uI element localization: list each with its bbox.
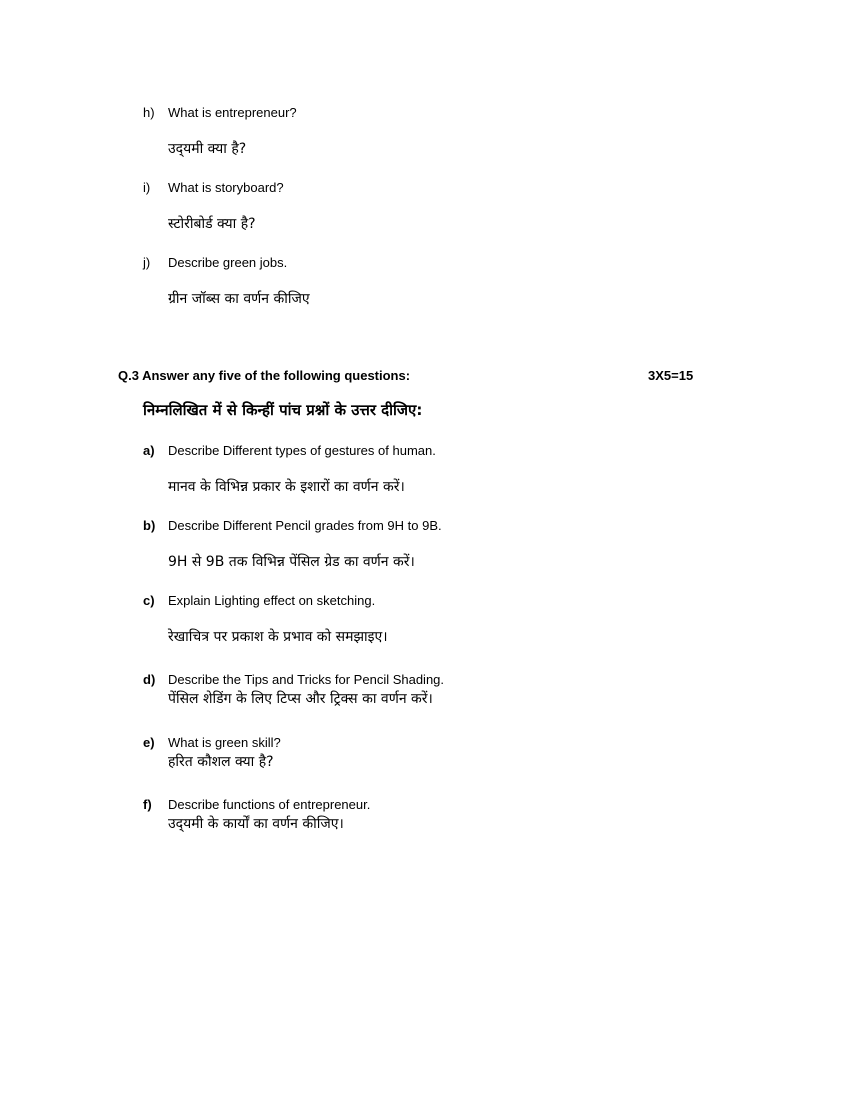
q3-item-d-label: d) <box>143 672 156 687</box>
q3-item-f-english: Describe functions of entrepreneur. <box>168 797 371 812</box>
item-h-english: What is entrepreneur? <box>168 105 297 120</box>
q3-item-a-label: a) <box>143 443 155 458</box>
q3-item-e-label: e) <box>143 735 155 750</box>
q3-item-e-hindi: हरित कौशल क्या है? <box>168 754 274 770</box>
item-i-hindi: स्टोरीबोर्ड क्या है? <box>168 216 256 232</box>
q3-item-f-label: f) <box>143 797 152 812</box>
item-h-label: h) <box>143 105 155 120</box>
item-j-english: Describe green jobs. <box>168 255 288 270</box>
q3-item-c-hindi: रेखाचित्र पर प्रकाश के प्रभाव को समझाइए। <box>168 629 388 645</box>
q3-item-e-english: What is green skill? <box>168 735 281 750</box>
q3-item-b-label: b) <box>143 518 156 533</box>
item-j-label: j) <box>143 255 151 270</box>
item-i-label: i) <box>143 180 151 195</box>
item-i-english: What is storyboard? <box>168 180 284 195</box>
q3-item-c-english: Explain Lighting effect on sketching. <box>168 593 376 608</box>
q3-item-b-english: Describe Different Pencil grades from 9H to 9B. <box>168 518 442 533</box>
q3-hindi-instruction: निम्नलिखित में से किन्हीं पांच प्रश्नों के उत्तर दीजिए: <box>143 401 423 419</box>
q3-title: Q.3 Answer any five of the following questions: <box>118 368 411 383</box>
q3-item-b-hindi: 9H से 9B तक विभिन्न पेंसिल ग्रेड का वर्णन करें। <box>168 554 415 570</box>
q3-item-c-label: c) <box>143 593 155 608</box>
item-j-hindi: ग्रीन जॉब्स का वर्णन कीजिए <box>168 291 310 307</box>
q3-item-a-hindi: मानव के विभिन्न प्रकार के इशारों का वर्णन करें। <box>168 479 405 495</box>
item-h-hindi: उद्‌यमी क्या है? <box>168 141 247 157</box>
q3-marks: 3X5=15 <box>648 368 694 383</box>
q3-item-d-hindi: पेंसिल शेडिंग के लिए टिप्स और ट्रिक्स का वर्णन करें। <box>168 691 433 707</box>
q3-item-f-hindi: उद्‌यमी के कार्यों का वर्णन कीजिए। <box>168 816 344 832</box>
q3-item-a-english: Describe Different types of gestures of human. <box>168 443 436 458</box>
q3-item-d-english: Describe the Tips and Tricks for Pencil Shading. <box>168 672 445 687</box>
